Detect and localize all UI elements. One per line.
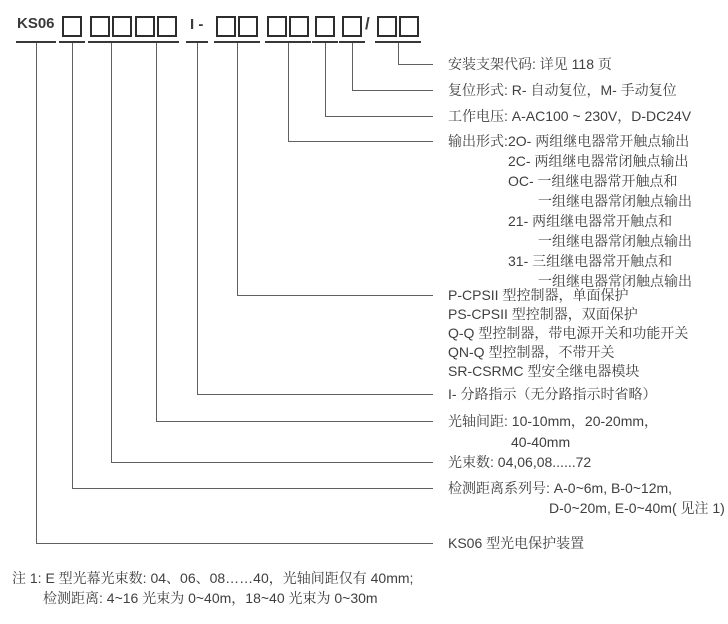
code-box-output-1 — [267, 16, 287, 37]
code-box-voltage — [315, 16, 335, 37]
connector-pitch-h — [156, 421, 433, 422]
connector-reset-v — [352, 43, 353, 90]
desc-bracket-code: 安装支架代码: 详见 118 页 — [448, 56, 612, 72]
code-box-beam-2 — [112, 16, 132, 37]
desc-controller-sr: SR-CSRMC 型安全继电器模块 — [448, 363, 640, 379]
connector-model-v — [36, 43, 37, 543]
desc-output-2c: 2C- 两组继电器常闭触点输出 — [508, 153, 689, 169]
connector-distance-h — [72, 488, 433, 489]
desc-output-31-2: 一组继电器常闭触点输出 — [538, 273, 692, 289]
connector-controller-v — [237, 43, 238, 295]
connector-indicator-h — [197, 394, 433, 395]
desc-beam-count: 光束数: 04,06,08......72 — [448, 454, 592, 470]
desc-reset-form: 复位形式: R- 自动复位，M- 手动复位 — [448, 82, 677, 98]
code-box-controller-2 — [238, 16, 258, 37]
desc-axis-pitch-2: 40-40mm — [511, 434, 571, 450]
desc-axis-pitch-1: 光轴间距: 10-10mm，20-20mm， — [448, 413, 659, 429]
indicator-code-text: I - — [190, 16, 204, 33]
desc-detect-distance-1: 检测距离系列号: A-0~6m, B-0~12m, — [448, 480, 673, 496]
desc-device-name: KS06 型光电保护装置 — [448, 535, 585, 551]
model-prefix-text: KS06 — [17, 15, 55, 32]
connector-output-h — [288, 141, 433, 142]
code-box-bracket-1 — [377, 16, 397, 37]
connector-pitch-v — [156, 43, 157, 421]
desc-output-31-1: 31- 三组继电器常开触点和 — [508, 253, 673, 269]
connector-indicator-v — [197, 43, 198, 394]
desc-controller-q: Q-Q 型控制器，带电源开关和功能开关 — [448, 325, 689, 341]
code-box-pitch-1 — [135, 16, 155, 37]
connector-voltage-h — [325, 116, 433, 117]
desc-branch-indicator: I- 分路指示（无分路指示时省略） — [448, 386, 657, 402]
code-box-output-2 — [289, 16, 309, 37]
connector-output-v — [288, 43, 289, 141]
desc-controller-ps: PS-CPSII 型控制器，双面保护 — [448, 306, 638, 322]
code-box-distance — [62, 16, 82, 37]
connector-beam-v — [111, 43, 112, 462]
connector-distance-v — [72, 43, 73, 488]
connector-model-h — [36, 543, 433, 544]
desc-output-21-1: 21- 两组继电器常开触点和 — [508, 213, 673, 229]
connector-reset-h — [352, 90, 433, 91]
footnote-line-2: 检测距离: 4~16 光束为 0~40m，18~40 光束为 0~30m — [43, 590, 378, 606]
connector-bracket-h — [398, 64, 433, 65]
desc-controller-qn: QN-Q 型控制器，不带开关 — [448, 344, 615, 360]
code-box-pitch-2 — [157, 16, 177, 37]
desc-output-21-2: 一组继电器常闭触点输出 — [538, 233, 692, 249]
desc-output-oc-1: OC- 一组继电器常开触点和 — [508, 173, 678, 189]
desc-output-2o: 2O- 两组继电器常开触点输出 — [508, 133, 690, 149]
desc-output-label: 输出形式: — [448, 133, 508, 149]
footnote-line-1: 注 1: E 型光幕光束数: 04、06、08……40，光轴间距仅有 40mm; — [12, 570, 414, 586]
slash-separator-text: / — [365, 14, 370, 33]
connector-beam-h — [111, 462, 433, 463]
code-box-controller-1 — [216, 16, 236, 37]
desc-output-oc-2: 一组继电器常闭触点输出 — [538, 193, 692, 209]
connector-voltage-v — [325, 43, 326, 116]
desc-controller-p: P-CPSII 型控制器，单面保护 — [448, 287, 629, 303]
code-box-bracket-2 — [399, 16, 419, 37]
connector-controller-h — [237, 295, 433, 296]
desc-detect-distance-2: D-0~20m, E-0~40m( 见注 1) — [549, 500, 725, 516]
desc-working-voltage: 工作电压: A-AC100 ~ 230V，D-DC24V — [448, 108, 692, 124]
code-box-beam-1 — [90, 16, 110, 37]
connector-bracket-v — [398, 43, 399, 64]
code-box-reset — [342, 16, 362, 37]
